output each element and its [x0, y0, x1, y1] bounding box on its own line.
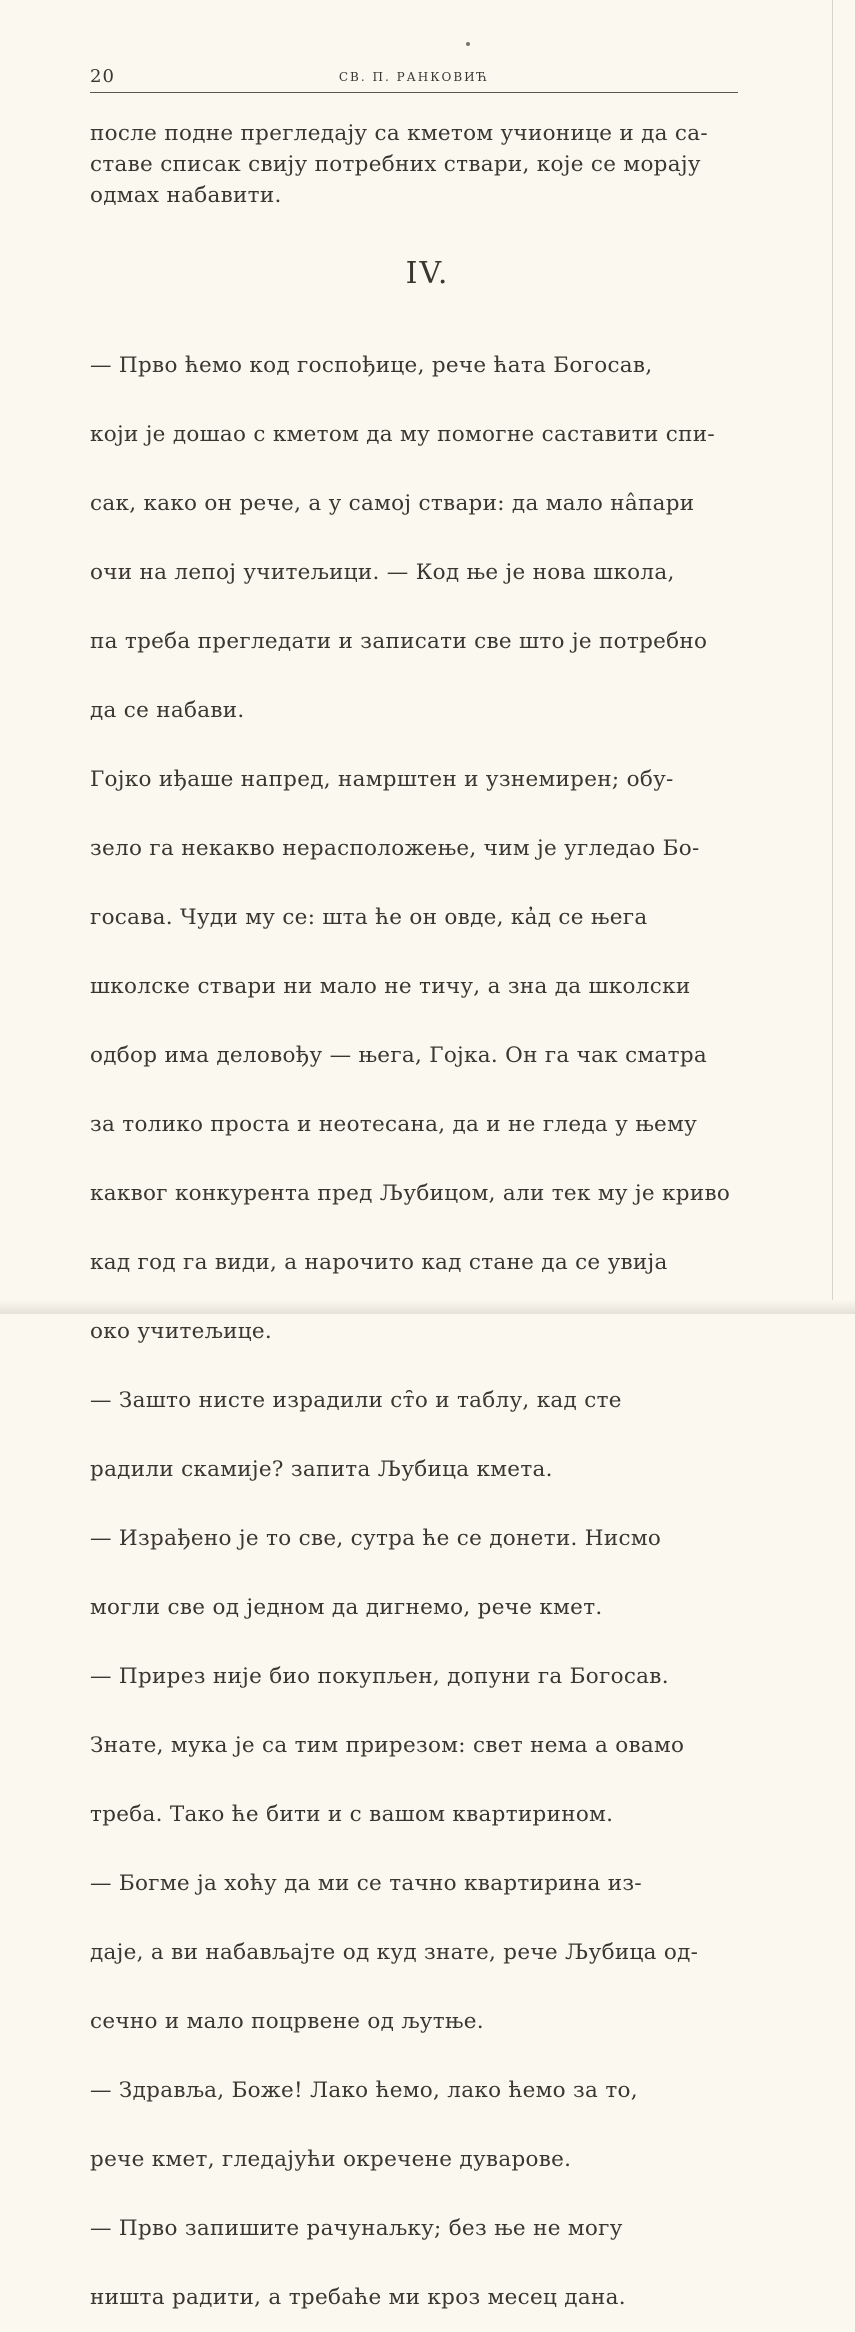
text-line: — Здравља, Боже! Лако ћемо, лако ћемо за то,	[90, 2078, 638, 2103]
page-number: 20	[90, 66, 115, 87]
text-line: који је дошао с кметом да му помогне саставити спи-	[90, 422, 715, 447]
printer-mark	[466, 42, 470, 46]
page-edge-rule	[832, 0, 833, 1300]
opening-paragraph	[90, 118, 750, 211]
text-line: ништа радити, а требаће ми кроз месец дана.	[90, 2285, 626, 2310]
text-line: да се набави.	[90, 698, 245, 723]
text-line: сечно и мало поцрвене од љутње.	[90, 2009, 484, 2034]
text-line: ставе списак свију потребних ствари, које се морају	[90, 152, 701, 177]
text-line: школске ствари ни мало не тичу, а зна да школски	[90, 974, 691, 999]
page-bottom-edge	[0, 1300, 855, 1314]
text-line: госава. Чуди му се: шта ће он овде, ка̓д се њега	[90, 905, 648, 930]
text-line: одмах набавити.	[90, 183, 282, 208]
text-line: сак, како он рече, а у самој ствари: да мало на̂пари	[90, 491, 695, 516]
text-line: за толико проста и неотесана, да и не гледа у њему	[90, 1112, 698, 1137]
text-line: — Израђено је то све, сутра ће се донети. Нисмо	[90, 1526, 662, 1551]
text-line: — Богме ја хоћу да ми се тачно квартирина из-	[90, 1871, 642, 1896]
running-title: СВ. П. РАНКОВИЋ	[338, 70, 490, 84]
text-line: рече кмет, гледајући окречене дуварове.	[90, 2147, 572, 2172]
text-line: даје, а ви набављајте од куд знате, рече Љубица од-	[90, 1940, 699, 1965]
text-line: — Прирез није био покупљен, допуни га Богосав.	[90, 1664, 669, 1689]
text-line: кад год га види, а нарочито кад стане да се увија	[90, 1250, 668, 1275]
text-line: Знате, мука је са тим прирезом: свет нема а овамо	[90, 1733, 685, 1758]
text-line: — Зашто нисте израдили ст̑о и таблу, кад сте	[90, 1388, 622, 1413]
text-line: каквог конкурента пред Љубицом, али тек му је криво	[90, 1181, 731, 1206]
text-line: Гојко иђаше напред, намрштен и узнемирен; обу-	[90, 767, 674, 792]
text-line: — Прво запишите рачунаљку; без ње не могу	[90, 2216, 623, 2241]
text-line: око учитељице.	[90, 1319, 273, 1344]
text-line: — Прво ћемо код госпођице, рече ћата Богосав,	[90, 353, 653, 378]
text-line: после подне прегледају са кметом учионице и да са-	[90, 121, 708, 146]
text-line: очи на лепој учитељици. — Код ње је нова школа,	[90, 560, 675, 585]
text-line: па треба прегледати и записати све што је потребно	[90, 629, 708, 654]
chapter-heading: IV.	[405, 256, 450, 291]
running-header	[90, 66, 738, 93]
text-line: радили скамије? запита Љубица кмета.	[90, 1457, 553, 1482]
text-line: могли све од једном да дигнемо, рече кмет.	[90, 1595, 603, 1620]
chapter-body	[90, 312, 750, 2332]
text-line: зело га некакво нерасположење, чим је угледао Бо-	[90, 836, 700, 861]
text-line: одбор има деловођу — њега, Гојка. Он га чак сматра	[90, 1043, 708, 1068]
text-line: треба. Тако ће бити и с вашом квартирином.	[90, 1802, 614, 1827]
